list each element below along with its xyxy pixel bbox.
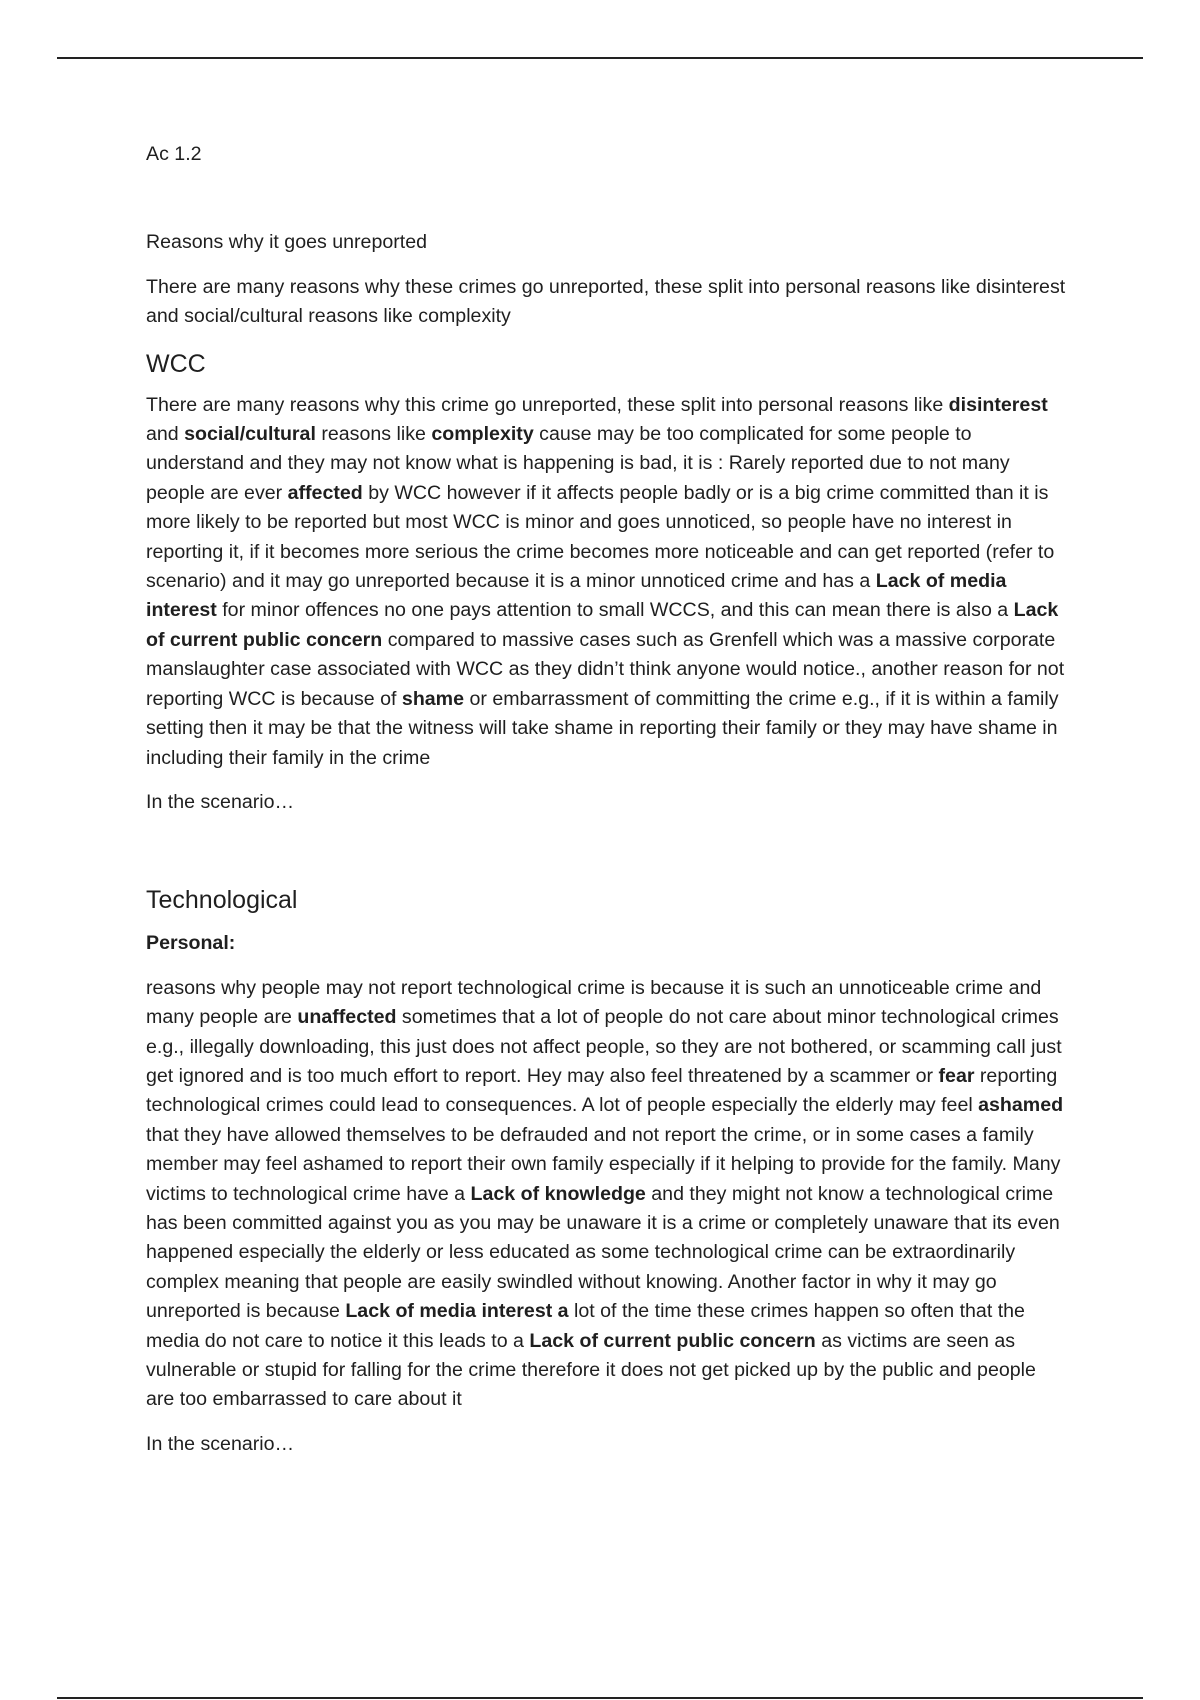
bold-term: Lack of knowledge: [470, 1182, 646, 1205]
header-rule: [57, 57, 1143, 59]
section-title: Reasons why it goes unreported: [146, 231, 428, 254]
bold-term: complexity: [431, 423, 534, 446]
document-body: [146, 140, 1066, 1474]
bold-term: Lack of current public concern: [146, 599, 1059, 651]
bold-term: disinterest: [948, 393, 1048, 416]
bold-term: Lack of media interest: [146, 570, 1007, 622]
wcc-scenario: In the scenario…: [146, 790, 295, 813]
technological-scenario: In the scenario…: [146, 1432, 295, 1455]
bold-term: shame: [401, 687, 465, 710]
assessment-criterion-label: Ac 1.2: [146, 143, 202, 165]
footer-rule: [57, 1697, 1143, 1699]
bold-term: fear: [938, 1064, 975, 1087]
bold-term: Lack of media interest a: [345, 1300, 569, 1323]
bold-term: social/cultural: [184, 423, 316, 446]
technological-paragraph: reasons why people may not report technological crime is because it is such an unnoticeable crime and many people are unaffected sometimes that a lot of people do not care about minor technological crimes e.g., illegally downloading, this just does not affect people, so they are not bothered, or scamming call just get ignored and is too much effort to report. Hey may also feel threatened by a scammer or fear reporting technological crimes could lead to consequences. A lot of people especially the elderly may feel ashamed that they have allowed themselves to be defrauded and not report the crime, or in some cases a family member may feel ashamed to report their own family especially if it helping to provide for the family. Many victims to technological crime have a Lack of knowledge and they might not know a technological crime has been committed against you as you may be unaware it is a crime or completely unaware that its even happened especially the elderly or less educated as some technological crime can be extraordinarily complex meaning that people are easily swindled without knowing. Another factor in why it may go unreported is because Lack of media interest a lot of the time these crimes happen so often that the media do not care to notice it this leads to a Lack of current public concern as victims are seen as vulnerable or stupid for falling for the crime therefore it does not get picked up by the public and people are too embarrassed to care about it: [146, 976, 1064, 1411]
technological-heading: Technological: [146, 886, 298, 915]
personal-subheading: Personal:: [146, 932, 236, 955]
bold-term: unaffected: [297, 1006, 397, 1029]
bold-term: Lack of current public concern: [529, 1329, 816, 1352]
bold-term: affected: [287, 481, 363, 504]
intro-paragraph: There are many reasons why these crimes go unreported, these split into personal reasons like disinterest and social/cultural reasons like complexity: [146, 275, 1066, 328]
bold-term: ashamed: [978, 1094, 1064, 1117]
wcc-heading: WCC: [146, 349, 206, 378]
wcc-paragraph: There are many reasons why this crime go unreported, these split into personal reasons like disinterest and social/cultural reasons like complexity cause may be too complicated for some people to understand and they may not know what is happening is bad, it is : Rarely reported due to not many people are ever affected by WCC however if it affects people badly or is a big crime committed than it is more likely to be reported but most WCC is minor and goes unnoticed, so people have no interest in reporting it, if it becomes more serious the crime becomes more noticeable and can get reported (refer to scenario) and it may go unreported because it is a minor unnoticed crime and has a Lack of media interest for minor offences no one pays attention to small WCCS, and this can mean there is also a Lack of current public concern compared to massive cases such as Grenfell which was a massive corporate manslaughter case associated with WCC as they didn’t think anyone would notice., another reason for not reporting WCC is because of shame or embarrassment of committing the crime e.g., if it is within a family setting then it may be that the witness will take shame in reporting their family or they may have shame in including their family in the crime: [146, 393, 1065, 769]
